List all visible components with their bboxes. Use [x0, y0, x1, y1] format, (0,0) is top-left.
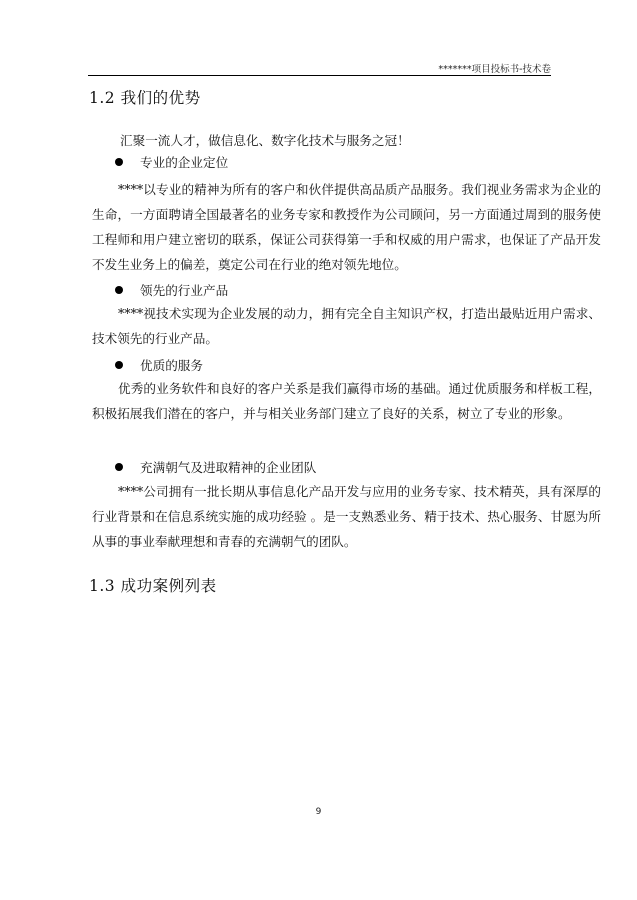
paragraph-team: ****公司拥有一批长期从事信息化产品开发与应用的业务专家、技术精英，具有深厚的行业背景和在信息系统实施的成功经验 。是一支熟悉业务、精于技术、热心服务、甘愿为所从事的事业奉献理想和青春的充满朝气的团队。: [92, 484, 601, 549]
intro-slogan: 汇聚一流人才，做信息化、数字化技术与服务之冠！: [120, 133, 410, 148]
section-heading-advantages: 1.2 我们的优势: [89, 89, 201, 107]
bullet-dot-icon: [115, 361, 123, 369]
bullet-dot-icon: [115, 463, 123, 471]
paragraph-service: 优秀的业务软件和良好的客户关系是我们赢得市场的基础。通过优质服务和样板工程，积极拓展我们潜在的客户，并与相关业务部门建立了良好的关系，树立了专业的形象。: [92, 381, 601, 421]
paragraph-positioning: ****以专业的精神为所有的客户和伙伴提供高品质产品服务。我们视业务需求为企业的生命，一方面聘请全国最著名的业务专家和教授作为公司顾问，另一方面通过周到的服务使工程师和用户建立密切的联系，保证公司获得第一手和权威的用户需求，也保证了产品开发不发生业务上的偏差，奠定公司在行业的绝对领先地位。: [92, 182, 601, 272]
section-heading-cases: 1.3 成功案例列表: [89, 577, 217, 595]
bullet-dot-icon: [115, 158, 123, 166]
paragraph-products: ****视技术实现为企业发展的动力，拥有完全自主知识产权，打造出最贴近用户需求、技术领先的行业产品。: [92, 306, 601, 346]
bullet-title: 充满朝气及进取精神的企业团队: [140, 460, 317, 475]
page-number: 9: [315, 807, 322, 817]
header-title: *******项目投标书-技术卷: [438, 64, 551, 75]
bullet-dot-icon: [115, 286, 123, 294]
bullet-item-positioning: [115, 152, 228, 171]
bullet-item-products: [115, 280, 228, 299]
bullet-item-team: [115, 457, 316, 476]
bullet-title: 专业的企业定位: [140, 155, 229, 170]
bullet-title: 领先的行业产品: [140, 283, 229, 298]
bullet-title: 优质的服务: [140, 358, 203, 373]
bullet-item-service: [115, 355, 203, 374]
header-rule: [88, 75, 551, 76]
